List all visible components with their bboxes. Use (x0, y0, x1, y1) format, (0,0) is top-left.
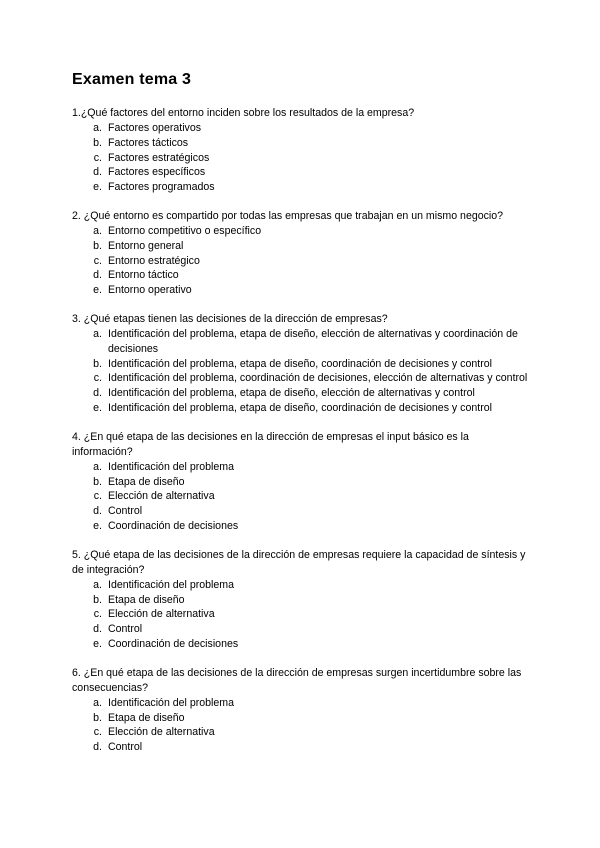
option-item (72, 711, 532, 726)
option-letter: e. (93, 519, 102, 532)
question-text: 1.¿Qué factores del entorno inciden sobre los resultados de la empresa? (72, 107, 415, 119)
option-letter: b. (93, 136, 102, 149)
option-item (72, 268, 532, 283)
option-text: Entorno táctico (108, 269, 179, 282)
option-item (72, 224, 532, 239)
question-list (72, 106, 532, 769)
option-text: Entorno estratégico (108, 254, 200, 267)
question-text: 5. ¿Qué etapa de las decisiones de la dirección de empresas requiere la capacidad de síntesis y de integración? (72, 548, 526, 576)
option-item (72, 136, 532, 151)
option-text: Coordinación de decisiones (108, 637, 239, 650)
option-text: Etapa de diseño (108, 475, 185, 488)
option-list (72, 121, 532, 195)
option-letter: d. (93, 166, 102, 179)
option-item (72, 121, 532, 136)
option-text: Identificación del problema (108, 696, 235, 709)
option-item (72, 593, 532, 608)
option-letter: a. (93, 696, 102, 709)
option-letter: d. (93, 623, 102, 636)
option-text: Control (108, 623, 143, 636)
option-letter: c. (93, 608, 102, 621)
option-letter: d. (93, 741, 102, 754)
question-6 (72, 666, 532, 755)
option-list (72, 460, 532, 534)
option-text: Identificación del problema, etapa de diseño, coordinación de decisiones y control (108, 357, 492, 370)
option-item (72, 475, 532, 490)
option-text: Factores operativos (108, 122, 202, 134)
option-text: Identificación del problema, etapa de diseño, elección de alternativas y control (108, 387, 475, 400)
option-text: Control (108, 741, 143, 754)
option-letter: a. (93, 460, 102, 473)
option-list (72, 327, 532, 416)
option-letter: c. (93, 254, 102, 267)
option-text: Factores estratégicos (108, 151, 210, 164)
document-title: Examen tema 3 (72, 71, 192, 88)
option-letter: b. (93, 711, 102, 724)
question-2 (72, 209, 532, 298)
option-letter: e. (93, 284, 102, 297)
option-text: Elección de alternativa (108, 490, 215, 503)
option-letter: e. (93, 637, 102, 650)
question-text: 2. ¿Qué entorno es compartido por todas las empresas que trabajan en un mismo negocio? (72, 209, 504, 222)
option-letter: a. (93, 224, 102, 237)
question-text: 3. ¿Qué etapas tienen las decisiones de la dirección de empresas? (72, 312, 388, 325)
option-item (72, 180, 532, 195)
option-text: Factores específicos (108, 166, 206, 179)
option-item (72, 401, 532, 416)
option-letter: a. (93, 327, 102, 340)
option-item (72, 165, 532, 180)
option-list (72, 224, 532, 298)
option-letter: c. (93, 151, 102, 164)
question-text: 4. ¿En qué etapa de las decisiones en la dirección de empresas el input básico es la información? (72, 430, 469, 458)
option-item (72, 696, 532, 711)
option-item (72, 489, 532, 504)
question-text: 6. ¿En qué etapa de las decisiones de la dirección de empresas surgen incertidumbre sobre las consecuencias? (72, 666, 522, 694)
option-item (72, 622, 532, 637)
option-item (72, 504, 532, 519)
option-text: Identificación del problema, etapa de diseño, coordinación de decisiones y control (108, 401, 492, 414)
option-list (72, 578, 532, 652)
option-letter: b. (93, 593, 102, 606)
option-letter: d. (93, 387, 102, 400)
option-text: Etapa de diseño (108, 593, 185, 606)
option-item (72, 519, 532, 534)
option-text: Identificación del problema, etapa de diseño, elección de alternativas y coordinación de decisiones (108, 327, 518, 355)
option-letter: e. (93, 181, 102, 194)
option-text: Entorno general (108, 239, 184, 252)
option-text: Factores programados (108, 181, 215, 194)
option-text: Elección de alternativa (108, 608, 215, 621)
option-text: Entorno operativo (108, 284, 192, 297)
option-item (72, 725, 532, 740)
option-item (72, 460, 532, 475)
option-letter: c. (93, 372, 102, 385)
option-text: Entorno competitivo o específico (108, 224, 262, 237)
option-letter: a. (93, 578, 102, 591)
question-5 (72, 548, 532, 652)
option-letter: b. (93, 239, 102, 252)
option-list (72, 696, 532, 755)
option-text: Elección de alternativa (108, 726, 215, 739)
option-letter: b. (93, 357, 102, 370)
option-item (72, 578, 532, 593)
option-text: Identificación del problema, coordinación de decisiones, elección de alternativas y control (108, 372, 528, 385)
option-text: Etapa de diseño (108, 711, 185, 724)
question-4 (72, 430, 532, 534)
option-text: Control (108, 505, 143, 518)
option-letter: c. (93, 490, 102, 503)
option-item (72, 283, 532, 298)
option-item (72, 239, 532, 254)
question-3 (72, 312, 532, 416)
option-text: Identificación del problema (108, 460, 235, 473)
option-item (72, 357, 532, 372)
option-text: Coordinación de decisiones (108, 519, 239, 532)
option-item (72, 386, 532, 401)
option-item (72, 740, 532, 755)
option-item (72, 327, 532, 357)
option-letter: d. (93, 269, 102, 282)
question-1 (72, 106, 532, 195)
option-item (72, 151, 532, 166)
option-item (72, 254, 532, 269)
option-item (72, 607, 532, 622)
option-item (72, 637, 532, 652)
option-letter: b. (93, 475, 102, 488)
option-letter: a. (93, 122, 102, 134)
option-letter: e. (93, 401, 102, 414)
option-letter: c. (93, 726, 102, 739)
option-text: Factores tácticos (108, 136, 189, 149)
option-text: Identificación del problema (108, 578, 235, 591)
option-item (72, 371, 532, 386)
option-letter: d. (93, 505, 102, 518)
